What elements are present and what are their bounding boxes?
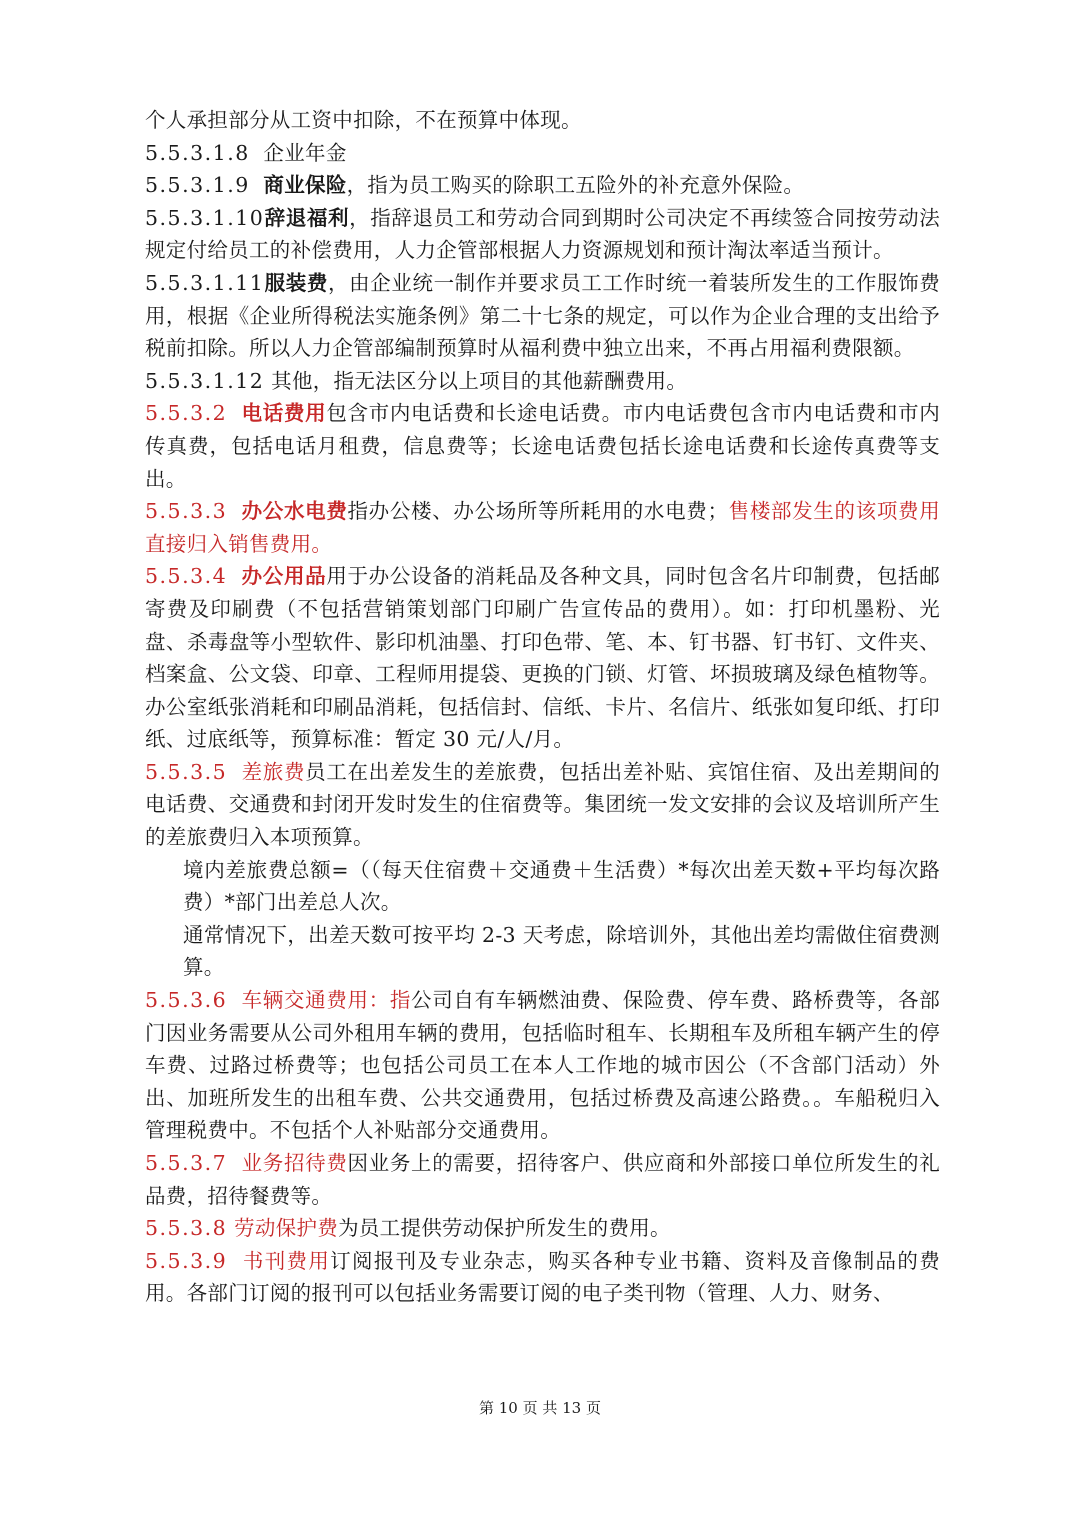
section-number: 5.5.3.2 — [145, 401, 228, 426]
section-number: 5.5.3.6 — [145, 988, 228, 1013]
section-number: 5.5.3.1.12 — [145, 368, 265, 393]
note-paragraph: 通常情况下，出差天数可按平均 2-3 天考虑，除培训外，其他出差均需做住宿费测算。 — [183, 922, 940, 980]
highlight-note: 售楼部发生的该项费用直接归入销售费用。 — [145, 499, 941, 556]
paragraph: 5.5.3.6 车辆交通费用：指公司自有车辆燃油费、保险费、停车费、路桥费等，各部门因业务需要从公司外租用车辆的费用，包括临时租车、长期租车及所租车辆产生的停车费、过路过桥费等；也包括公司员工在本人工作地的城市因公（不含部门活动）外出、加班所发生的出租车费、公共交通费用，包括过桥费及高速公路费。。车船税归入管理税费中。不包括个人补贴部分交通费用。 — [145, 988, 941, 1143]
paragraph: 5.5.3.1.12 其他，指无法区分以上项目的其他薪酬费用。 — [145, 368, 688, 393]
formula-paragraph: 境内差旅费总额=（（每天住宿费＋交通费＋生活费）*每次出差天数+平均每次路费）*部门出差总人次。 — [183, 857, 940, 915]
paragraph: 5.5.3.2 电话费用包含市内电话费和长途电话费。市内电话费包含市内电话费和市内传真费，包括电话月租费，信息费等；长途电话费包括长途电话费和长途传真费等支出。 — [145, 401, 941, 491]
paragraph: 5.5.3.1.9 商业保险，指为员工购买的除职工五险外的补充意外保险。 — [145, 173, 805, 198]
paragraph: 5.5.3.1.10辞退福利，指辞退员工和劳动合同到期时公司决定不再续签合同按劳动法规定付给员工的补偿费用，人力企管部根据人力资源规划和预计淘汰率适当预计。 — [145, 205, 940, 263]
section-number: 5.5.3.4 — [145, 564, 228, 589]
paragraph: 个人承担部分从工资中扣除，不在预算中体现。 — [145, 108, 582, 132]
paragraph: 5.5.3.4 办公用品用于办公设备的消耗品及各种文具，同时包含名片印制费，包括邮寄费及印刷费（不包括营销策划部门印刷广告宣传品的费用）。如：打印机墨粉、光盘、杀毒盘等小型软件、影印机油墨、打印色带、笔、本、钉书器、钉书钉、文件夹、档案盒、公文袋、印章、工程师用提袋、更换的门锁、灯管、坏损玻璃及绿色植物等。办公室纸张消耗和印刷品消耗，包括信封、信纸、卡片、名信片、纸张如复印纸、打印纸、过底纸等，预算标准：暂定 30 元/人/月。 — [145, 564, 941, 752]
paragraph: 5.5.3.1.11服装费，由企业统一制作并要求员工工作时统一着装所发生的工作服饰费用，根据《企业所得税法实施条例》第二十七条的规定，可以作为企业合理的支出给予税前扣除。所以人力企管部编制预算时从福利费中独立出来，不再占用福利费限额。 — [145, 270, 941, 361]
term: 办公水电费 — [241, 499, 348, 524]
section-number: 5.5.3.5 — [145, 759, 228, 784]
term: 办公用品 — [241, 564, 327, 589]
paragraph: 5.5.3.5 差旅费员工在出差发生的差旅费，包括出差补贴、宾馆住宿、及出差期间的电话费、交通费和封闭开发时发生的住宿费等。集团统一发文安排的会议及培训所产生的差旅费归入本项预算。 — [145, 759, 941, 850]
section-number: 5.5.3.3 — [145, 499, 228, 524]
term: 劳动保护费 — [234, 1216, 339, 1241]
term: 商业保险 — [263, 173, 347, 198]
term: 电话费用 — [241, 401, 327, 426]
section-number: 5.5.3.8 — [145, 1216, 228, 1241]
paragraph: 5.5.3.7 业务招待费因业务上的需要，招待客户、供应商和外部接口单位所发生的礼品费，招待餐费等。 — [145, 1151, 940, 1208]
term: 辞退福利 — [264, 205, 350, 230]
paragraph: 5.5.3.1.8 企业年金 — [145, 140, 347, 165]
term: 业务招待费 — [241, 1151, 348, 1175]
section-number: 5.5.3.1.10 — [145, 205, 265, 230]
section-number: 5.5.3.1.9 — [145, 173, 250, 198]
term: 车辆交通费用：指 — [241, 988, 412, 1013]
paragraph: 5.5.3.3 办公水电费指办公楼、办公场所等所耗用的水电费；售楼部发生的该项费用直接归入销售费用。 — [145, 499, 941, 556]
page-body — [145, 104, 940, 1310]
term: 差旅费 — [241, 759, 306, 784]
term: 服装费 — [264, 270, 328, 295]
paragraph: 5.5.3.8 劳动保护费为员工提供劳动保护所发生的费用。 — [145, 1216, 671, 1241]
page-footer: 第 10 页 共 13 页 — [478, 1399, 601, 1417]
paragraph: 5.5.3.9 书刊费用订阅报刊及专业杂志，购买各种专业书籍、资料及音像制品的费用。各部门订阅的报刊可以包括业务需要订阅的电子类刊物（管理、人力、财务、 — [145, 1248, 940, 1306]
section-number: 5.5.3.7 — [145, 1151, 228, 1175]
section-number: 5.5.3.1.8 — [145, 140, 250, 165]
section-number: 5.5.3.9 — [145, 1248, 228, 1273]
section-number: 5.5.3.1.11 — [145, 270, 265, 295]
term: 书刊费用 — [242, 1248, 331, 1273]
